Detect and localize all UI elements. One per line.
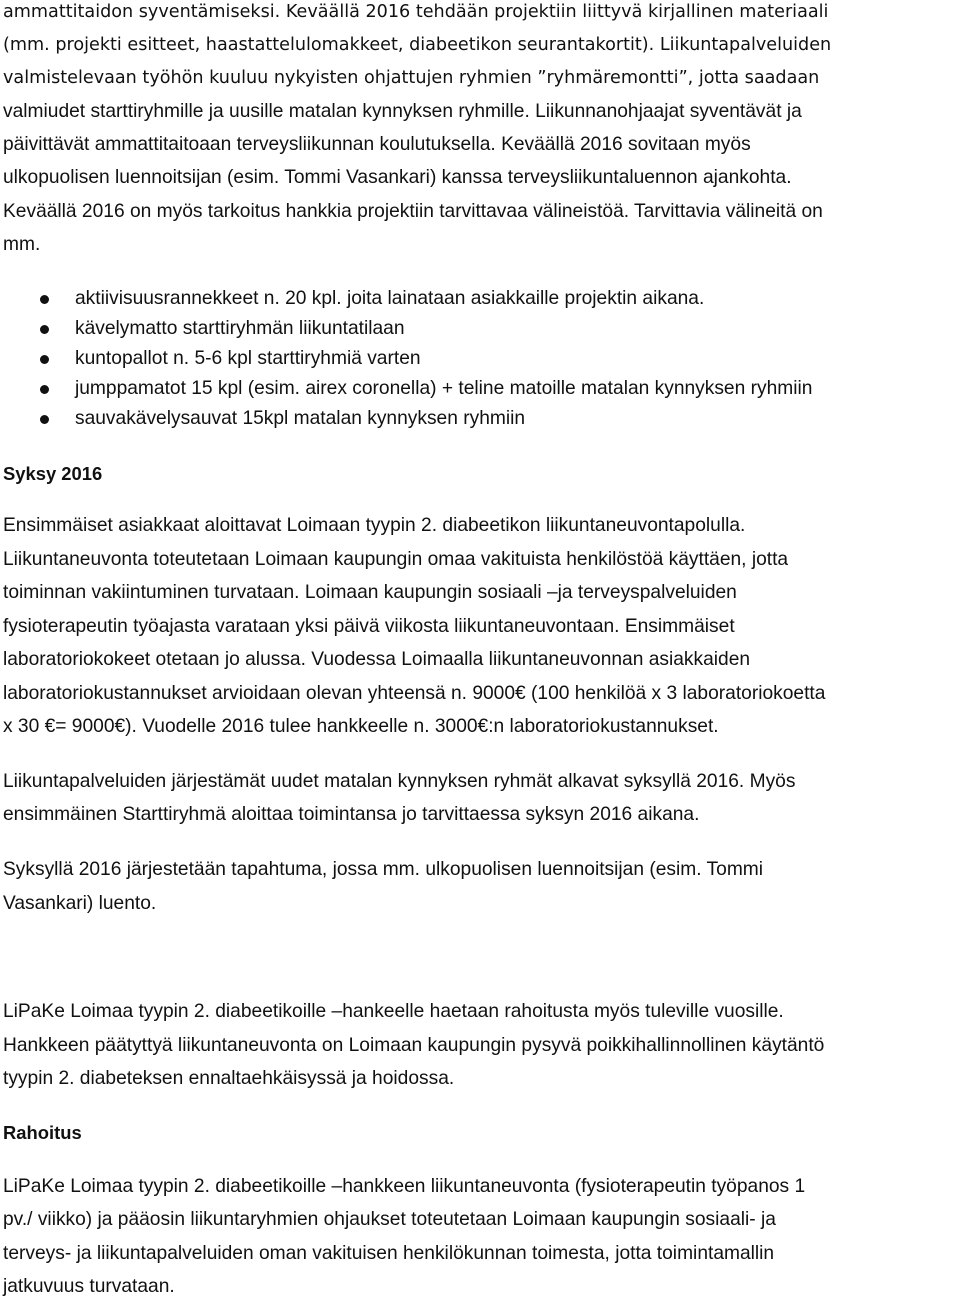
list-item: aktiivisuusrannekkeet n. 20 kpl. joita lainataan asiakkaille projektin aikana.	[75, 288, 705, 309]
bullet-icon	[40, 385, 49, 394]
text-line: ammattitaidon syventämiseksi. Keväällä 2016 tehdään projektiin liittyvä kirjallinen materiaali	[3, 2, 829, 22]
text-line: Keväällä 2016 on myös tarkoitus hankkia projektiin tarvittavaa välineistöä. Tarvittavia välineitä on	[3, 201, 823, 222]
text-line: jatkuvuus turvataan.	[3, 1276, 175, 1297]
text-line: Ensimmäiset asiakkaat aloittavat Loimaan tyypin 2. diabeetikon liikuntaneuvontapolulla.	[3, 515, 746, 536]
text-line: LiPaKe Loimaa tyypin 2. diabeetikoille –hankeelle haetaan rahoitusta myös tuleville vuosille.	[3, 1001, 784, 1022]
list-item: kävelymatto starttiryhmän liikuntatilaan	[75, 318, 405, 339]
list-item: sauvakävelysauvat 15kpl matalan kynnyksen ryhmiin	[75, 408, 526, 429]
text-line: LiPaKe Loimaa tyypin 2. diabeetikoille –hankkeen liikuntaneuvonta (fysioterapeutin työpanos 1	[3, 1176, 806, 1197]
text-line: laboratoriokokeet otetaan jo alussa. Vuodessa Loimaalla liikuntaneuvonnan asiakkaiden	[3, 649, 751, 670]
text-line: (mm. projekti esitteet, haastattelulomakkeet, diabeetikon seurantakortit). Liikuntapalveluiden	[3, 35, 832, 55]
text-line: x 30 €= 9000€). Vuodelle 2016 tulee hankkeelle n. 3000€:n laboratoriokustannukset.	[3, 716, 719, 737]
text-line: Syksyllä 2016 järjestetään tapahtuma, jossa mm. ulkopuolisen luennoitsijan (esim. Tommi	[3, 859, 764, 880]
text-line: valmiudet starttiryhmille ja uusille matalan kynnyksen ryhmille. Liikunnanohjaajat syventävät ja	[3, 101, 802, 122]
text-line: pv./ viikko) ja pääosin liikuntaryhmien ohjaukset toteutetaan Loimaan kaupungin sosiaali- ja	[3, 1209, 776, 1230]
text-line: tyypin 2. diabeteksen ennaltaehkäisyssä ja hoidossa.	[3, 1068, 455, 1089]
bullet-icon	[40, 295, 49, 304]
text-line: toiminnan vakiintuminen turvataan. Loimaan kaupungin sosiaali –ja terveyspalveluiden	[3, 582, 737, 603]
text-line: päivittävät ammattitaitoaan terveysliikunnan koulutuksella. Keväällä 2016 sovitaan myös	[3, 134, 751, 155]
list-item: kuntopallot n. 5-6 kpl starttiryhmiä varten	[75, 348, 421, 369]
text-line: ensimmäinen Starttiryhmä aloittaa toimintansa jo tarvittaessa syksyn 2016 aikana.	[3, 804, 700, 825]
bullet-icon	[40, 325, 49, 334]
bullet-icon	[40, 355, 49, 364]
text-line: Hankkeen päätyttyä liikuntaneuvonta on Loimaan kaupungin pysyvä poikkihallinnollinen käytäntö	[3, 1035, 825, 1056]
text-line: Liikuntaneuvonta toteutetaan Loimaan kaupungin omaa vakituista henkilöstöä käyttäen, jotta	[3, 549, 789, 570]
text-line: valmistelevaan työhön kuuluu nykyisten ohjattujen ryhmien ”ryhmäremontti”, jotta saadaan	[3, 68, 820, 88]
text-line: terveys- ja liikuntapalveluiden oman vakituisen henkilökunnan toimesta, jotta toimintamallin	[3, 1243, 775, 1264]
text-line: ulkopuolisen luennoitsijan (esim. Tommi Vasankari) kanssa terveysliikuntaluennon ajankohta.	[3, 167, 792, 188]
text-line: Vasankari) luento.	[3, 893, 157, 914]
text-line: Liikuntapalveluiden järjestämät uudet matalan kynnyksen ryhmät alkavat syksyllä 2016. Myös	[3, 771, 796, 792]
bullet-icon	[40, 415, 49, 424]
text-line: mm.	[3, 234, 41, 255]
text-line: laboratoriokustannukset arvioidaan olevan yhteensä n. 9000€ (100 henkilöä x 3 laboratoriokoetta	[3, 683, 826, 704]
text-line: fysioterapeutin työajasta varataan yksi päivä viikosta liikuntaneuvontaan. Ensimmäiset	[3, 616, 735, 637]
section-heading: Rahoitus	[3, 1122, 82, 1143]
list-item: jumppamatot 15 kpl (esim. airex coronella) + teline matoille matalan kynnyksen ryhmiin	[75, 378, 813, 399]
section-heading: Syksy 2016	[3, 463, 103, 484]
